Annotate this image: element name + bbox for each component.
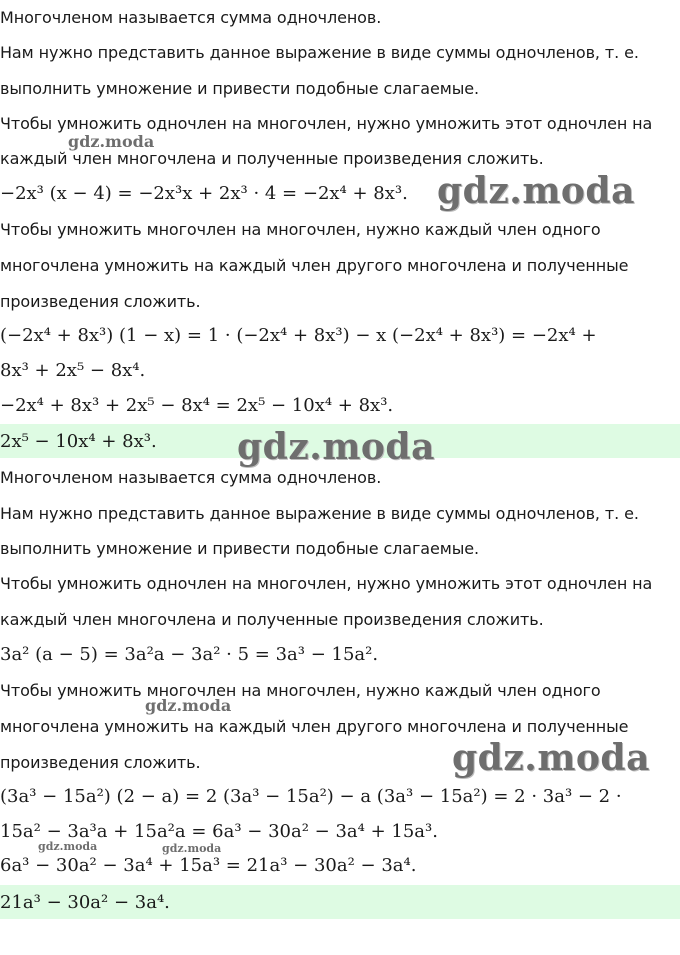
definition-text-1: Многочленом называется сумма одночленов. xyxy=(0,8,382,27)
task-text-2b: выполнить умножение и привести подобные слагаемые. xyxy=(0,539,479,558)
equation-1-1: −2x³ (x − 4) = −2x³x + 2x³ · 4 = −2x⁴ + 8x³. xyxy=(0,183,408,204)
watermark-large: gdz.moda xyxy=(437,170,635,212)
equation-2-1: 3a² (a − 5) = 3a²a − 3a² · 5 = 3a³ − 15a². xyxy=(0,644,379,665)
equation-1-2a: (−2x⁴ + 8x³) (1 − x) = 1 · (−2x⁴ + 8x³) − x (−2x⁴ + 8x³) = −2x⁴ + xyxy=(0,325,597,346)
rule-monomial-2b: каждый член многочлена и полученные произведения сложить. xyxy=(0,610,544,629)
equation-1-3: −2x⁴ + 8x³ + 2x⁵ − 8x⁴ = 2x⁵ − 10x⁴ + 8x³. xyxy=(0,395,394,416)
equation-2-2a: (3a³ − 15a²) (2 − a) = 2 (3a³ − 15a²) − a (3a³ − 15a²) = 2 · 3a³ − 2 · xyxy=(0,786,622,807)
equation-1-2b: 8x³ + 2x⁵ − 8x⁴. xyxy=(0,360,146,381)
equation-2-2b: 15a² − 3a³a + 15a²a = 6a³ − 30a² − 3a⁴ + 15a³. xyxy=(0,821,438,842)
watermark-large: gdz.moda xyxy=(452,737,650,779)
answer-2: 21a³ − 30a² − 3a⁴. xyxy=(0,892,170,913)
task-text-2a: Нам нужно представить данное выражение в виде суммы одночленов, т. е. xyxy=(0,504,639,523)
task-text-1b: выполнить умножение и привести подобные слагаемые. xyxy=(0,79,479,98)
rule-polynomial-2a: Чтобы умножить многочлен на многочлен, нужно каждый член одного xyxy=(0,681,601,700)
watermark-small: gdz.moda xyxy=(145,696,232,715)
task-text-1a: Нам нужно представить данное выражение в виде суммы одночленов, т. е. xyxy=(0,43,639,62)
rule-monomial-1b: каждый член многочлена и полученные произведения сложить. xyxy=(0,149,544,168)
rule-monomial-1a: Чтобы умножить одночлен на многочлен, нужно умножить этот одночлен на xyxy=(0,114,653,133)
watermark-tiny: gdz.moda xyxy=(162,842,222,855)
watermark-large: gdz.moda xyxy=(237,426,435,468)
watermark-small: gdz.moda xyxy=(68,132,155,151)
rule-polynomial-1a: Чтобы умножить многочлен на многочлен, нужно каждый член одного xyxy=(0,220,601,239)
rule-polynomial-1c: произведения сложить. xyxy=(0,292,201,311)
definition-text-2: Многочленом называется сумма одночленов. xyxy=(0,468,382,487)
rule-polynomial-1b: многочлена умножить на каждый член другого многочлена и полученные xyxy=(0,256,629,275)
equation-2-3: 6a³ − 30a² − 3a⁴ + 15a³ = 21a³ − 30a² − 3a⁴. xyxy=(0,855,417,876)
answer-1: 2x⁵ − 10x⁴ + 8x³. xyxy=(0,431,157,452)
watermark-tiny: gdz.moda xyxy=(38,840,98,853)
rule-polynomial-2b: многочлена умножить на каждый член другого многочлена и полученные xyxy=(0,717,629,736)
rule-polynomial-2c: произведения сложить. xyxy=(0,753,201,772)
rule-monomial-2a: Чтобы умножить одночлен на многочлен, нужно умножить этот одночлен на xyxy=(0,574,653,593)
